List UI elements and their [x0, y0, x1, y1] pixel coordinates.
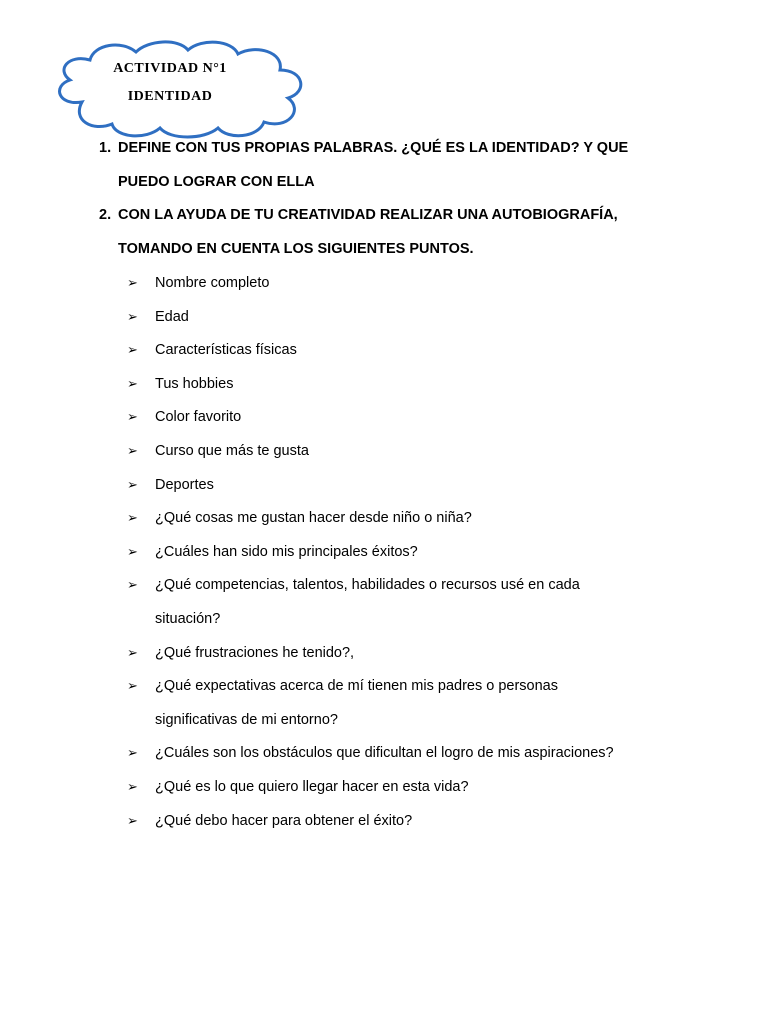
list-item-text: ¿Qué es lo que quiero llegar hacer en esta vida? [155, 779, 469, 795]
arrow-bullet-icon: ➢ [127, 779, 138, 794]
question-2 [99, 198, 618, 232]
list-item-text: Edad [155, 309, 189, 325]
list-item-text: Curso que más te gusta [155, 443, 309, 459]
list-item-text: Nombre completo [155, 275, 270, 291]
arrow-bullet-icon: ➢ [127, 510, 138, 525]
list-item-text: ¿Qué expectativas acerca de mí tienen mis padres o personas [155, 678, 558, 694]
title-cloud [52, 40, 308, 140]
question-2-continued: TOMANDO EN CUENTA LOS SIGUIENTES PUNTOS. [118, 241, 474, 257]
question-number: 2. [99, 207, 112, 223]
list-item-text: Tus hobbies [155, 376, 234, 392]
question-text: CON LA AYUDA DE TU CREATIVIDAD REALIZAR UNA AUTOBIOGRAFÍA, [118, 207, 618, 223]
list-item-text: ¿Qué debo hacer para obtener el éxito? [155, 813, 413, 829]
arrow-bullet-icon: ➢ [127, 376, 138, 391]
list-item-text: situación? [155, 611, 221, 627]
list-item-text: ¿Qué cosas me gustan hacer desde niño o niña? [155, 510, 472, 526]
arrow-bullet-icon: ➢ [127, 678, 138, 693]
arrow-bullet-icon: ➢ [127, 443, 138, 458]
arrow-bullet-icon: ➢ [127, 477, 138, 492]
arrow-bullet-icon: ➢ [127, 409, 138, 424]
arrow-bullet-icon: ➢ [127, 342, 138, 357]
list-item-text: ¿Cuáles han sido mis principales éxitos? [155, 544, 418, 560]
question-text: DEFINE CON TUS PROPIAS PALABRAS. ¿QUÉ ES LA IDENTIDAD? Y QUE [118, 140, 629, 156]
list-item-text: Características físicas [155, 342, 297, 358]
list-item-text: ¿Qué competencias, talentos, habilidades o recursos usé en cada [155, 577, 580, 593]
arrow-bullet-icon: ➢ [127, 813, 138, 828]
activity-title: ACTIVIDAD N°1 [113, 61, 227, 76]
arrow-bullet-icon: ➢ [127, 275, 138, 290]
question-1 [99, 131, 628, 165]
arrow-bullet-icon: ➢ [127, 309, 138, 324]
list-item-text: Deportes [155, 477, 214, 493]
arrow-bullet-icon: ➢ [127, 577, 138, 592]
arrow-bullet-icon: ➢ [127, 544, 138, 559]
list-item-text: significativas de mi entorno? [155, 712, 338, 728]
list-item-text: ¿Qué frustraciones he tenido?, [155, 645, 355, 661]
arrow-bullet-icon: ➢ [127, 645, 138, 660]
question-number: 1. [99, 140, 112, 156]
arrow-bullet-icon: ➢ [127, 745, 138, 760]
list-item-text: ¿Cuáles son los obstáculos que dificultan el logro de mis aspiraciones? [155, 745, 614, 761]
list-item-text: Color favorito [155, 409, 242, 425]
activity-subtitle: IDENTIDAD [127, 89, 213, 104]
question-1-continued: PUEDO LOGRAR CON ELLA [118, 174, 315, 190]
